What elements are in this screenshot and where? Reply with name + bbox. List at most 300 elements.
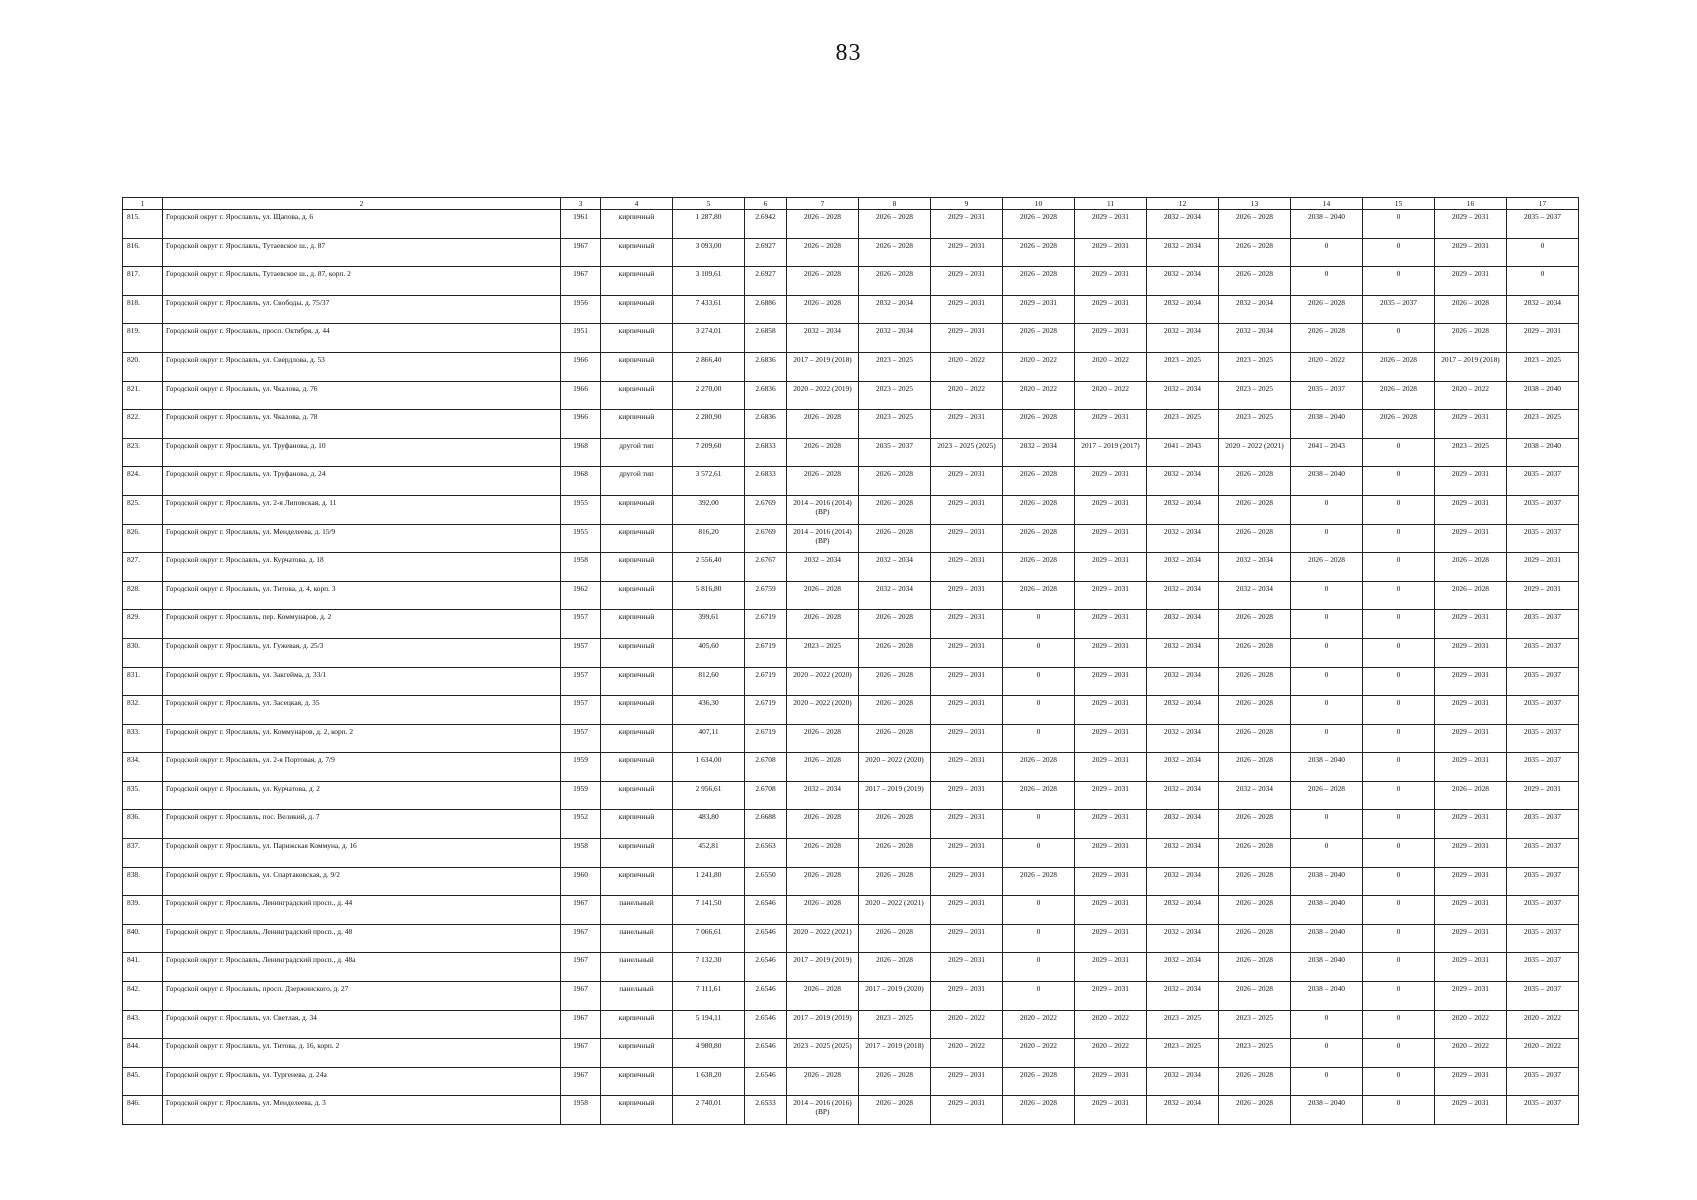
table-cell: 2.6688 xyxy=(745,810,787,839)
table-cell: 0 xyxy=(1363,781,1435,810)
table-cell: 2032 – 2034 xyxy=(859,295,931,324)
table-row xyxy=(123,410,1579,439)
table-cell: 2029 – 2031 xyxy=(1435,238,1507,267)
table-cell: 2029 – 2031 xyxy=(1435,896,1507,925)
table-cell: кирпичный xyxy=(601,1096,673,1125)
table-cell: 0 xyxy=(1363,581,1435,610)
table-cell: 2029 – 2031 xyxy=(1435,810,1507,839)
table-cell: 841. xyxy=(123,953,163,982)
table-cell: 2.6719 xyxy=(745,667,787,696)
table-cell: Городской округ г. Ярославль, ул. Закгейма, д. 33/1 xyxy=(163,667,561,696)
table-cell: 842. xyxy=(123,982,163,1011)
column-header-7: 7 xyxy=(787,198,859,210)
table-cell: 2026 – 2028 xyxy=(1219,982,1291,1011)
table-cell: 837. xyxy=(123,839,163,868)
table-cell: 0 xyxy=(1291,1039,1363,1068)
table-cell: 2020 – 2022 xyxy=(1003,352,1075,381)
table-cell: 2032 – 2034 xyxy=(1147,610,1219,639)
table-cell: 2032 – 2034 xyxy=(1147,753,1219,782)
table-cell: Городской округ г. Ярославль, Ленинградский просп., д. 48 xyxy=(163,924,561,953)
table-cell: 2029 – 2031 xyxy=(1435,982,1507,1011)
table-cell: 1957 xyxy=(561,610,601,639)
table-cell: 2032 – 2034 xyxy=(1147,867,1219,896)
table-cell: 2 956,61 xyxy=(673,781,745,810)
table-cell: 2026 – 2028 xyxy=(787,724,859,753)
table-cell: кирпичный xyxy=(601,352,673,381)
column-header-5: 5 xyxy=(673,198,745,210)
table-row xyxy=(123,924,1579,953)
table-cell: 2032 – 2034 xyxy=(1147,267,1219,296)
table-cell: Городской округ г. Ярославль, Тутаевское ш., д. 87 xyxy=(163,238,561,267)
table-cell: 1968 xyxy=(561,467,601,496)
table-cell: 816,20 xyxy=(673,524,745,553)
table-cell: 2029 – 2031 xyxy=(1435,638,1507,667)
table-cell: 2029 – 2031 xyxy=(931,696,1003,725)
table-cell: 2023 – 2025 xyxy=(1147,1010,1219,1039)
table-cell: 831. xyxy=(123,667,163,696)
table-cell: 2026 – 2028 xyxy=(787,267,859,296)
table-cell: 2032 – 2034 xyxy=(1147,638,1219,667)
table-cell: 2.6708 xyxy=(745,781,787,810)
table-cell: Городской округ г. Ярославль, ул. Спартаковская, д. 9/2 xyxy=(163,867,561,896)
table-cell: Городской округ г. Ярославль, ул. Титова, д. 16, корп. 2 xyxy=(163,1039,561,1068)
table-cell: 2032 – 2034 xyxy=(1147,810,1219,839)
table-row xyxy=(123,581,1579,610)
table-cell: 2029 – 2031 xyxy=(1435,724,1507,753)
table-cell: 2029 – 2031 xyxy=(1075,753,1147,782)
table-cell: 2029 – 2031 xyxy=(1075,324,1147,353)
table-cell: 1951 xyxy=(561,324,601,353)
table-cell: 2035 – 2037 xyxy=(1507,753,1579,782)
table-cell: 2023 – 2025 (2025) xyxy=(787,1039,859,1068)
table-cell: 0 xyxy=(1507,238,1579,267)
table-cell: 2029 – 2031 xyxy=(1075,982,1147,1011)
table-cell: 2023 – 2025 xyxy=(1219,352,1291,381)
table-cell: 846. xyxy=(123,1096,163,1125)
table-cell: 2023 – 2025 xyxy=(859,352,931,381)
table-cell: 2029 – 2031 xyxy=(931,238,1003,267)
table-cell: Городской округ г. Ярославль, ул. Титова, д. 4, корп. 3 xyxy=(163,581,561,610)
table-cell: 2026 – 2028 xyxy=(1363,352,1435,381)
table-cell: 2029 – 2031 xyxy=(1075,638,1147,667)
table-cell: 2026 – 2028 xyxy=(1003,238,1075,267)
table-cell: 2026 – 2028 xyxy=(1219,1067,1291,1096)
table-cell: 2026 – 2028 xyxy=(1003,210,1075,239)
table-cell: 2020 – 2022 xyxy=(1435,1039,1507,1068)
table-cell: 2026 – 2028 xyxy=(859,610,931,639)
table-cell: 0 xyxy=(1507,267,1579,296)
table-cell: 2026 – 2028 xyxy=(859,638,931,667)
table-cell: 2029 – 2031 xyxy=(1075,696,1147,725)
table-cell: кирпичный xyxy=(601,553,673,582)
table-cell: 2038 – 2040 xyxy=(1291,982,1363,1011)
table-cell: панельный xyxy=(601,953,673,982)
table-cell: 2026 – 2028 xyxy=(859,495,931,524)
table-cell: 2020 – 2022 xyxy=(931,352,1003,381)
table-cell: Городской округ г. Ярославль, ул. Парижская Коммуна, д. 16 xyxy=(163,839,561,868)
table-cell: 2029 – 2031 xyxy=(1435,267,1507,296)
table-cell: 2026 – 2028 xyxy=(859,696,931,725)
table-cell: 1966 xyxy=(561,381,601,410)
table-cell: кирпичный xyxy=(601,210,673,239)
table-cell: 2020 – 2022 (2020) xyxy=(787,667,859,696)
table-cell: 2029 – 2031 xyxy=(931,781,1003,810)
table-cell: 2020 – 2022 (2020) xyxy=(787,696,859,725)
table-cell: 835. xyxy=(123,781,163,810)
table-cell: 2.6719 xyxy=(745,638,787,667)
table-cell: 2026 – 2028 xyxy=(1003,753,1075,782)
table-row xyxy=(123,724,1579,753)
table-cell: 1952 xyxy=(561,810,601,839)
table-cell: 2 280,90 xyxy=(673,410,745,439)
table-cell: 0 xyxy=(1003,610,1075,639)
table-cell: 2029 – 2031 xyxy=(1075,495,1147,524)
table-cell: 0 xyxy=(1291,839,1363,868)
table-cell: 2038 – 2040 xyxy=(1291,924,1363,953)
table-row xyxy=(123,324,1579,353)
table-cell: 2.6769 xyxy=(745,524,787,553)
table-cell: 2029 – 2031 xyxy=(1075,524,1147,553)
table-row xyxy=(123,638,1579,667)
table-cell: 2026 – 2028 xyxy=(1219,238,1291,267)
table-cell: 0 xyxy=(1003,696,1075,725)
column-header-1: 1 xyxy=(123,198,163,210)
table-cell: 2.6836 xyxy=(745,410,787,439)
table-cell: 838. xyxy=(123,867,163,896)
table-cell: 2 270,00 xyxy=(673,381,745,410)
table-cell: кирпичный xyxy=(601,781,673,810)
table-cell: 7 433,61 xyxy=(673,295,745,324)
table-cell: Городской округ г. Ярославль, ул. Свердлова, д. 53 xyxy=(163,352,561,381)
table-cell: 2032 – 2034 xyxy=(1219,581,1291,610)
table-cell: 2020 – 2022 (2021) xyxy=(859,896,931,925)
table-cell: кирпичный xyxy=(601,867,673,896)
table-cell: 2017 – 2019 (2019) xyxy=(787,1010,859,1039)
table-cell: 2035 – 2037 xyxy=(1507,524,1579,553)
table-cell: 818. xyxy=(123,295,163,324)
table-cell: 2029 – 2031 xyxy=(1075,210,1147,239)
table-cell: 832. xyxy=(123,696,163,725)
table-cell: 2029 – 2031 xyxy=(1075,1067,1147,1096)
table-cell: Городской округ г. Ярославль, ул. Тургенева, д. 24а xyxy=(163,1067,561,1096)
table-cell: 2032 – 2034 xyxy=(787,324,859,353)
table-cell: 2.6563 xyxy=(745,839,787,868)
table-cell: 2029 – 2031 xyxy=(1435,524,1507,553)
table-cell: 3 572,61 xyxy=(673,467,745,496)
table-cell: кирпичный xyxy=(601,724,673,753)
table-cell: 2029 – 2031 xyxy=(1075,238,1147,267)
table-cell: 1958 xyxy=(561,1096,601,1125)
table-cell: 1966 xyxy=(561,352,601,381)
table-cell: 2026 – 2028 xyxy=(1291,553,1363,582)
table-cell: кирпичный xyxy=(601,638,673,667)
table-cell: 1957 xyxy=(561,667,601,696)
table-cell: 1968 xyxy=(561,438,601,467)
table-cell: 2029 – 2031 xyxy=(1507,324,1579,353)
table-cell: 2020 – 2022 xyxy=(1435,1010,1507,1039)
table-cell: 2035 – 2037 xyxy=(1507,495,1579,524)
table-cell: 2.6546 xyxy=(745,1010,787,1039)
table-cell: 2.6546 xyxy=(745,896,787,925)
table-cell: 407,11 xyxy=(673,724,745,753)
table-cell: 2.6546 xyxy=(745,1039,787,1068)
table-body xyxy=(123,210,1579,1125)
table-cell: 824. xyxy=(123,467,163,496)
table-cell: кирпичный xyxy=(601,610,673,639)
table-cell: 0 xyxy=(1291,267,1363,296)
table-cell: панельный xyxy=(601,924,673,953)
table-cell: 2029 – 2031 xyxy=(931,724,1003,753)
table-cell: 2020 – 2022 xyxy=(1507,1010,1579,1039)
table-cell: 2032 – 2034 xyxy=(1147,667,1219,696)
table-cell: 2026 – 2028 xyxy=(1291,295,1363,324)
table-cell: 2029 – 2031 xyxy=(1435,1096,1507,1125)
table-cell: 2014 – 2016 (2014) (ВР) xyxy=(787,524,859,553)
table-cell: 2032 – 2034 xyxy=(1147,295,1219,324)
table-cell: 2035 – 2037 xyxy=(1291,381,1363,410)
table-row xyxy=(123,896,1579,925)
schedule-table xyxy=(122,197,1579,1125)
table-cell: кирпичный xyxy=(601,324,673,353)
table-cell: 2029 – 2031 xyxy=(1075,267,1147,296)
table-cell: 2014 – 2016 (2016) (ВР) xyxy=(787,1096,859,1125)
table-cell: 2029 – 2031 xyxy=(931,324,1003,353)
table-row xyxy=(123,210,1579,239)
table-cell: 0 xyxy=(1363,1039,1435,1068)
table-cell: 2.6546 xyxy=(745,924,787,953)
table-cell: 2026 – 2028 xyxy=(859,1067,931,1096)
table-cell: 2026 – 2028 xyxy=(1435,553,1507,582)
column-header-15: 15 xyxy=(1363,198,1435,210)
table-cell: 2026 – 2028 xyxy=(1435,781,1507,810)
table-cell: 2026 – 2028 xyxy=(1219,896,1291,925)
table-cell: панельный xyxy=(601,896,673,925)
table-cell: 2017 – 2019 (2020) xyxy=(859,982,931,1011)
table-cell: 1959 xyxy=(561,753,601,782)
table-cell: Городской округ г. Ярославль, ул. Свободы, д. 75/37 xyxy=(163,295,561,324)
table-cell: 2035 – 2037 xyxy=(1507,1096,1579,1125)
table-cell: 2026 – 2028 xyxy=(1219,810,1291,839)
table-cell: 2038 – 2040 xyxy=(1507,438,1579,467)
table-cell: кирпичный xyxy=(601,667,673,696)
table-cell: 833. xyxy=(123,724,163,753)
table-cell: 2026 – 2028 xyxy=(859,810,931,839)
table-cell: 2020 – 2022 xyxy=(1507,1039,1579,1068)
table-cell: 0 xyxy=(1291,610,1363,639)
table-cell: 2.6546 xyxy=(745,953,787,982)
table-cell: 2029 – 2031 xyxy=(1435,667,1507,696)
table-cell: 1957 xyxy=(561,638,601,667)
table-cell: 2035 – 2037 xyxy=(1507,839,1579,868)
table-cell: 2026 – 2028 xyxy=(859,867,931,896)
table-row xyxy=(123,1039,1579,1068)
table-cell: 2026 – 2028 xyxy=(1003,410,1075,439)
table-cell: 2029 – 2031 xyxy=(1075,410,1147,439)
table-cell: 812,60 xyxy=(673,667,745,696)
table-cell: кирпичный xyxy=(601,295,673,324)
table-cell: 2.6927 xyxy=(745,267,787,296)
table-cell: 2026 – 2028 xyxy=(1363,410,1435,439)
table-cell: 2029 – 2031 xyxy=(1075,610,1147,639)
table-cell: 2029 – 2031 xyxy=(1075,667,1147,696)
table-cell: 2032 – 2034 xyxy=(1147,1096,1219,1125)
table-cell: Городской округ г. Ярославль, пер. Коммунаров, д. 2 xyxy=(163,610,561,639)
table-cell: 1955 xyxy=(561,495,601,524)
table-cell: 0 xyxy=(1003,982,1075,1011)
table-cell: 2026 – 2028 xyxy=(1219,753,1291,782)
table-row xyxy=(123,495,1579,524)
table-cell: 2029 – 2031 xyxy=(1435,1067,1507,1096)
table-cell: 2026 – 2028 xyxy=(859,467,931,496)
table-cell: 4 980,80 xyxy=(673,1039,745,1068)
table-cell: 2.6550 xyxy=(745,867,787,896)
table-cell: 1967 xyxy=(561,1067,601,1096)
table-cell: 2026 – 2028 xyxy=(1219,524,1291,553)
table-cell: 2029 – 2031 xyxy=(931,953,1003,982)
table-cell: 2035 – 2037 xyxy=(1507,953,1579,982)
table-cell: 825. xyxy=(123,495,163,524)
table-cell: 7 141,50 xyxy=(673,896,745,925)
table-cell: 2026 – 2028 xyxy=(787,610,859,639)
table-cell: 1955 xyxy=(561,524,601,553)
table-cell: 2026 – 2028 xyxy=(1435,324,1507,353)
table-cell: 0 xyxy=(1363,438,1435,467)
table-cell: Городской округ г. Ярославль, ул. Менделеева, д. 3 xyxy=(163,1096,561,1125)
table-cell: 2026 – 2028 xyxy=(859,839,931,868)
table-cell: 2029 – 2031 xyxy=(931,524,1003,553)
table-cell: 836. xyxy=(123,810,163,839)
table-row xyxy=(123,467,1579,496)
table-cell: 2035 – 2037 xyxy=(1507,867,1579,896)
table-cell: 0 xyxy=(1003,839,1075,868)
table-cell: 0 xyxy=(1363,638,1435,667)
table-cell: 2029 – 2031 xyxy=(1435,467,1507,496)
table-cell: 2020 – 2022 xyxy=(931,381,1003,410)
table-cell: 2023 – 2025 xyxy=(1147,410,1219,439)
table-cell: 2020 – 2022 xyxy=(1075,381,1147,410)
table-cell: 2032 – 2034 xyxy=(859,581,931,610)
table-cell: 2026 – 2028 xyxy=(1219,696,1291,725)
table-cell: 1958 xyxy=(561,553,601,582)
table-cell: 2023 – 2025 xyxy=(859,1010,931,1039)
table-cell: 2029 – 2031 xyxy=(931,553,1003,582)
table-cell: 0 xyxy=(1003,724,1075,753)
header-row xyxy=(123,198,1579,210)
table-cell: Городской округ г. Ярославль, ул. Засецкая, д. 35 xyxy=(163,696,561,725)
table-cell: 2026 – 2028 xyxy=(1003,781,1075,810)
table-cell: 2026 – 2028 xyxy=(859,524,931,553)
table-cell: 2023 – 2025 xyxy=(1219,1010,1291,1039)
table-cell: 2026 – 2028 xyxy=(787,581,859,610)
table-row xyxy=(123,524,1579,553)
table-cell: 2038 – 2040 xyxy=(1291,1096,1363,1125)
table-cell: 2038 – 2040 xyxy=(1291,210,1363,239)
table-cell: 2026 – 2028 xyxy=(1219,610,1291,639)
table-cell: 2020 – 2022 xyxy=(931,1010,1003,1039)
table-cell: 2026 – 2028 xyxy=(787,410,859,439)
table-cell: Городской округ г. Ярославль, ул. Чкалова, д. 78 xyxy=(163,410,561,439)
table-cell: 2029 – 2031 xyxy=(1507,581,1579,610)
table-cell: 2023 – 2025 xyxy=(1147,352,1219,381)
table-cell: 2035 – 2037 xyxy=(1507,610,1579,639)
table-cell: 834. xyxy=(123,753,163,782)
table-cell: 2035 – 2037 xyxy=(859,438,931,467)
table-cell: 2026 – 2028 xyxy=(1291,324,1363,353)
table-row xyxy=(123,667,1579,696)
table-row xyxy=(123,810,1579,839)
table-cell: 0 xyxy=(1291,524,1363,553)
table-cell: 2026 – 2028 xyxy=(1003,553,1075,582)
table-cell: 2020 – 2022 xyxy=(1003,381,1075,410)
table-cell: 2035 – 2037 xyxy=(1507,924,1579,953)
table-cell: 843. xyxy=(123,1010,163,1039)
table-cell: 2029 – 2031 xyxy=(931,267,1003,296)
table-cell: 2026 – 2028 xyxy=(1219,467,1291,496)
table-cell: 2023 – 2025 xyxy=(1435,438,1507,467)
table-cell: 2017 – 2019 (2019) xyxy=(859,781,931,810)
table-row xyxy=(123,696,1579,725)
table-cell: 2029 – 2031 xyxy=(1075,839,1147,868)
table-cell: 2026 – 2028 xyxy=(787,753,859,782)
table-cell: Городской округ г. Ярославль, ул. Гужевая, д. 25/3 xyxy=(163,638,561,667)
table-cell: 2.6858 xyxy=(745,324,787,353)
table-cell: 0 xyxy=(1291,696,1363,725)
table-cell: 2026 – 2028 xyxy=(787,867,859,896)
table-cell: 5 816,80 xyxy=(673,581,745,610)
table-cell: 0 xyxy=(1291,724,1363,753)
table-cell: 819. xyxy=(123,324,163,353)
table-cell: 2026 – 2028 xyxy=(1219,495,1291,524)
column-header-10: 10 xyxy=(1003,198,1075,210)
table-cell: 2029 – 2031 xyxy=(931,867,1003,896)
table-cell: 2032 – 2034 xyxy=(1147,381,1219,410)
table-cell: 2029 – 2031 xyxy=(1507,781,1579,810)
table-cell: 2017 – 2019 (2019) xyxy=(787,953,859,982)
table-cell: 2026 – 2028 xyxy=(859,267,931,296)
table-row xyxy=(123,867,1579,896)
table-cell: 1959 xyxy=(561,781,601,810)
table-cell: 2.6759 xyxy=(745,581,787,610)
table-cell: 2029 – 2031 xyxy=(1435,953,1507,982)
table-cell: кирпичный xyxy=(601,696,673,725)
table-cell: Городской округ г. Ярославль, ул. Курчатова, д. 18 xyxy=(163,553,561,582)
table-cell: 2029 – 2031 xyxy=(1075,953,1147,982)
table-cell: 399,61 xyxy=(673,610,745,639)
table-cell: 3 274,01 xyxy=(673,324,745,353)
table-cell: 0 xyxy=(1363,867,1435,896)
table-cell: 0 xyxy=(1291,238,1363,267)
table-cell: 1958 xyxy=(561,839,601,868)
table-cell: 2029 – 2031 xyxy=(931,753,1003,782)
table-cell: 2032 – 2034 xyxy=(1147,982,1219,1011)
table-cell: Городской округ г. Ярославль, просп. Октября, д. 44 xyxy=(163,324,561,353)
table-cell: 0 xyxy=(1003,924,1075,953)
table-row xyxy=(123,781,1579,810)
table-cell: 2032 – 2034 xyxy=(1219,295,1291,324)
table-cell: 821. xyxy=(123,381,163,410)
table-cell: Городской округ г. Ярославль, ул. Труфанова, д. 24 xyxy=(163,467,561,496)
table-cell: 2017 – 2019 (2017) xyxy=(1075,438,1147,467)
table-cell: 1962 xyxy=(561,581,601,610)
table-cell: 2032 – 2034 xyxy=(1147,781,1219,810)
table-cell: 2035 – 2037 xyxy=(1507,982,1579,1011)
table-cell: кирпичный xyxy=(601,524,673,553)
table-cell: 2029 – 2031 xyxy=(931,467,1003,496)
table-cell: 2023 – 2025 xyxy=(1219,381,1291,410)
table-cell: 2020 – 2022 xyxy=(1003,1039,1075,1068)
table-cell: 0 xyxy=(1363,982,1435,1011)
table-cell: 0 xyxy=(1003,810,1075,839)
